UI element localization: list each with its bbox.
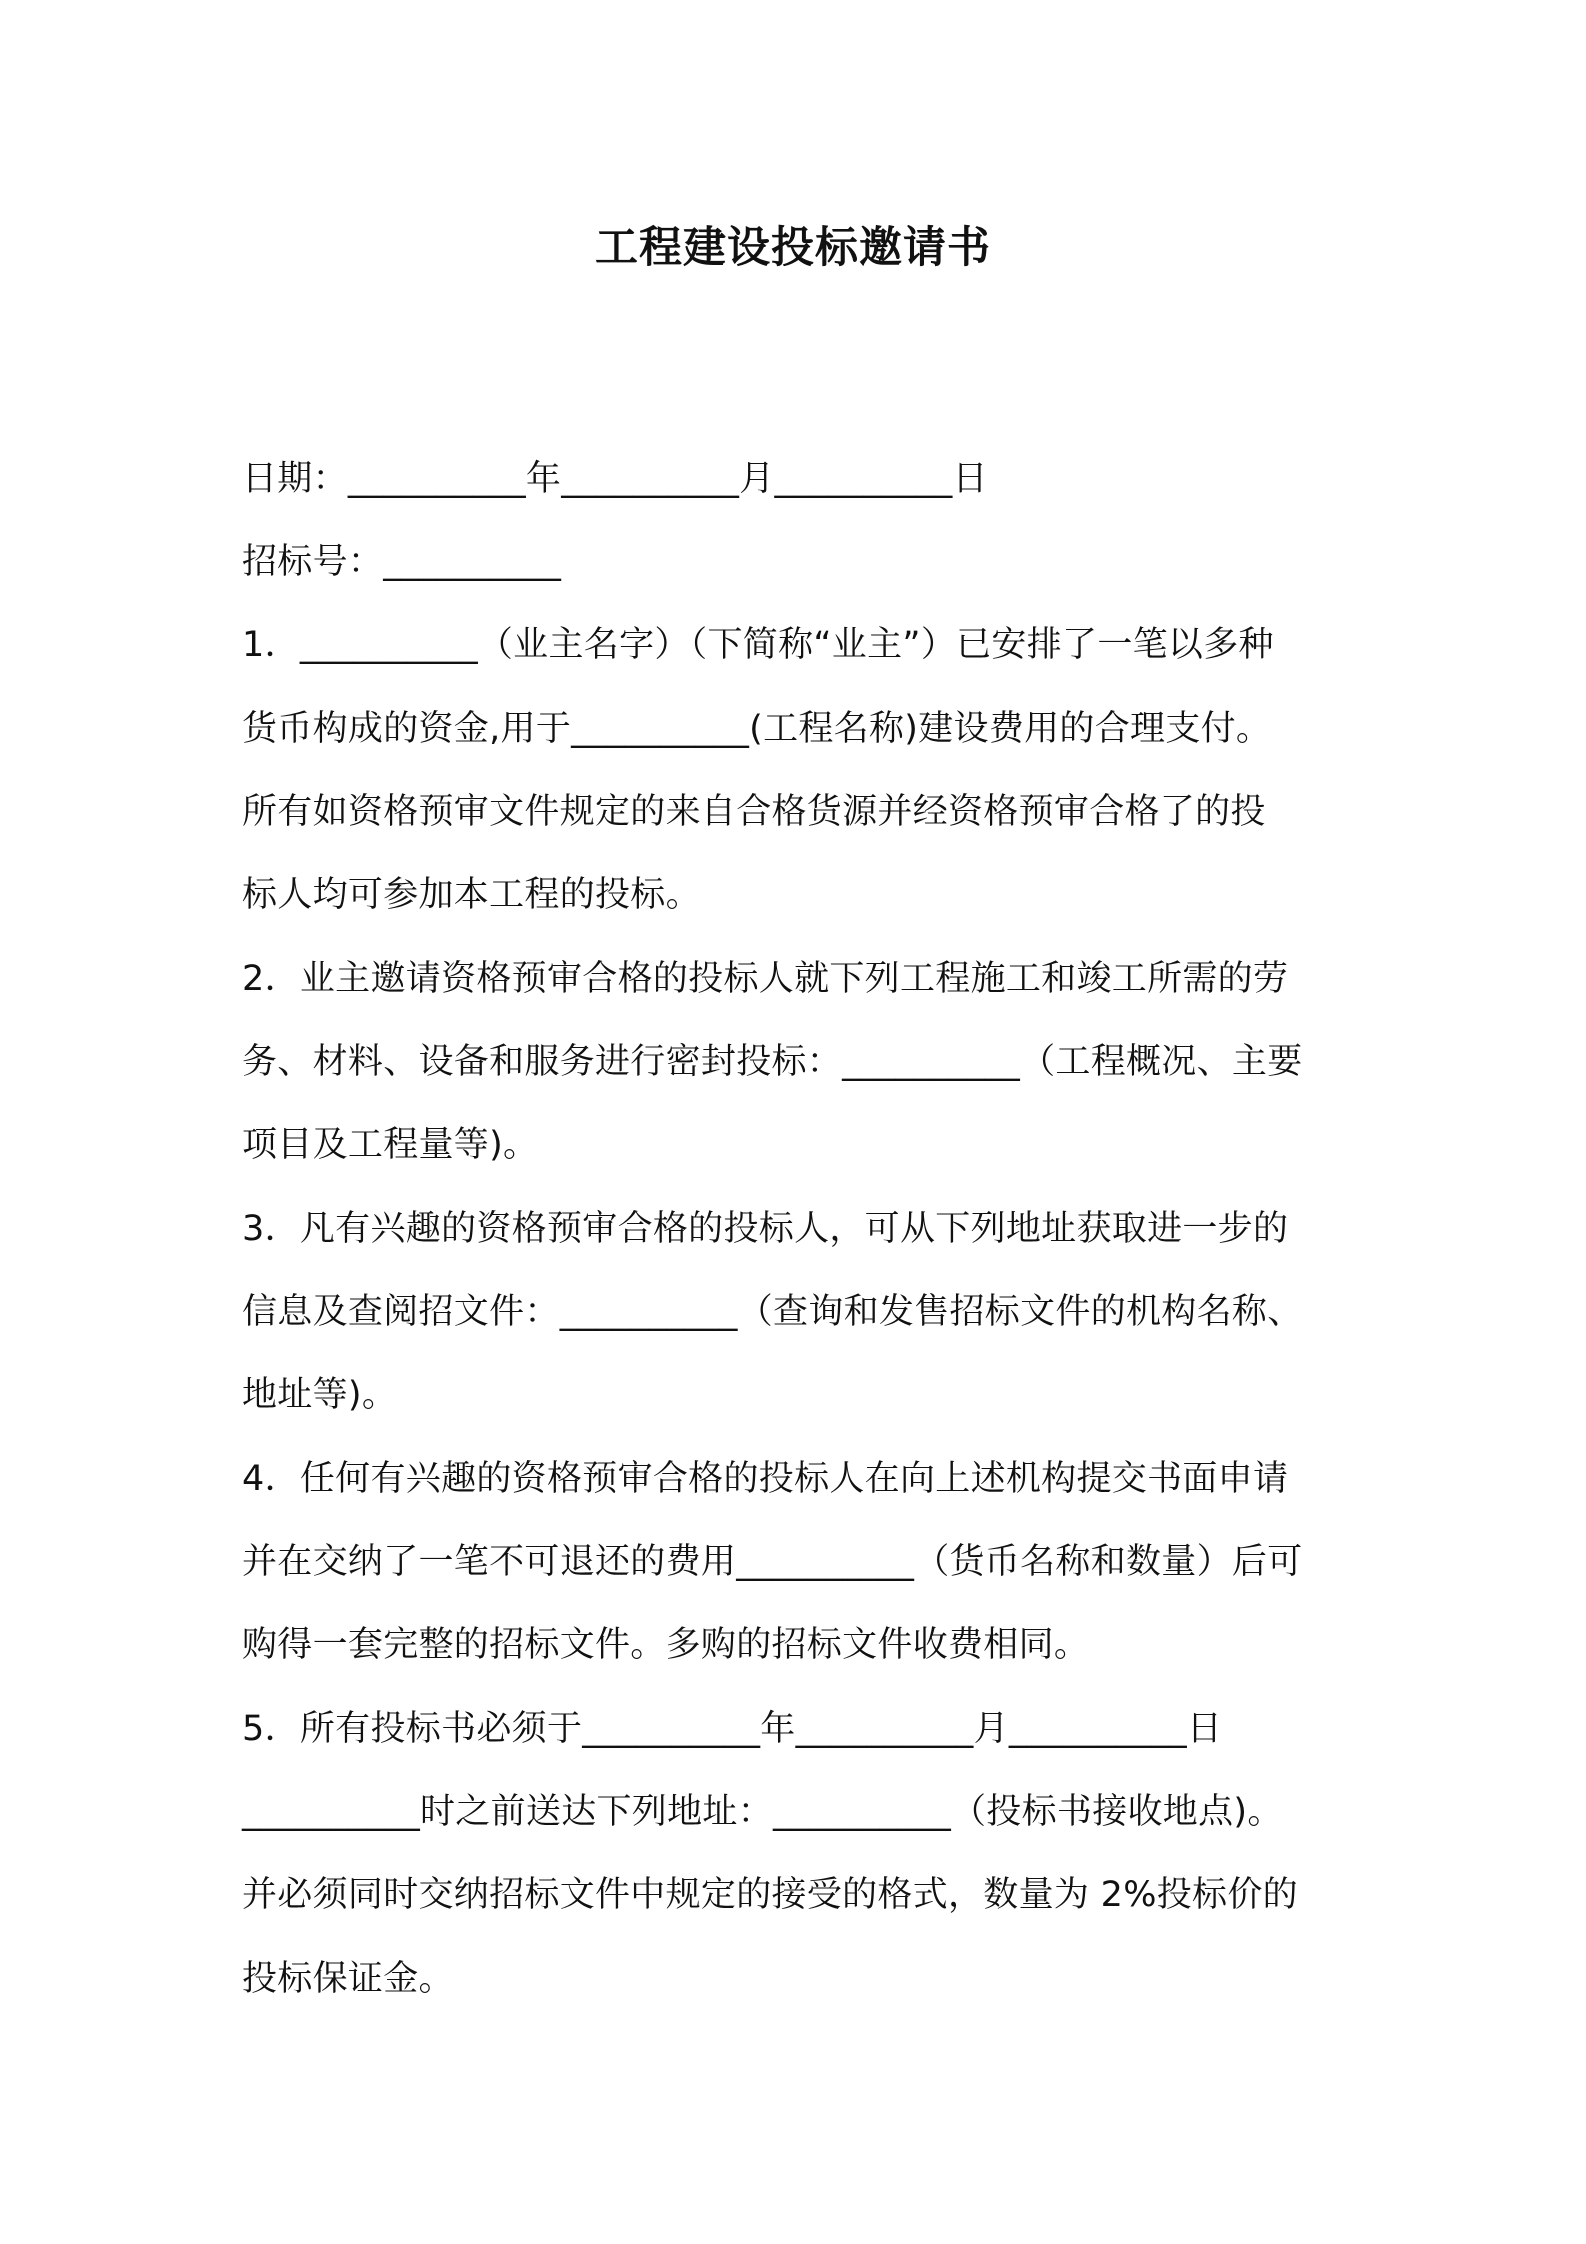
date-line: 日期：__________年__________月__________日 <box>242 459 988 499</box>
paragraph-5-line-3: 并必须同时交纳招标文件中规定的接受的格式，数量为 2%投标价的 <box>242 1875 1298 1915</box>
paragraph-1-line-2: 货币构成的资金,用于__________(工程名称)建设费用的合理支付。 <box>242 709 1272 749</box>
paragraph-4-line-2: 并在交纳了一笔不可退还的费用__________（货币名称和数量）后可 <box>242 1542 1303 1582</box>
paragraph-3-line-1: 3．凡有兴趣的资格预审合格的投标人，可从下列地址获取进一步的 <box>242 1209 1289 1249</box>
paragraph-4-line-3: 购得一套完整的招标文件。多购的招标文件收费相同。 <box>242 1625 1090 1665</box>
paragraph-3-line-2: 信息及查阅招文件：__________（查询和发售招标文件的机构名称、 <box>242 1292 1303 1332</box>
paragraph-2-line-2: 务、材料、设备和服务进行密封投标：__________（工程概况、主要 <box>242 1042 1303 1082</box>
paragraph-5-line-2: __________时之前送达下列地址：__________（投标书接收地点)。 <box>242 1792 1283 1832</box>
paragraph-2-line-1: 2．业主邀请资格预审合格的投标人就下列工程施工和竣工所需的劳 <box>242 959 1289 999</box>
document-title: 工程建设投标邀请书 <box>595 223 991 273</box>
paragraph-1-line-3: 所有如资格预审文件规定的来自合格货源并经资格预审合格了的投 <box>242 792 1266 832</box>
tender-number-line: 招标号：__________ <box>242 542 562 582</box>
paragraph-1-line-1: 1．__________（业主名字）（下简称“业主”）已安排了一笔以多种 <box>242 625 1274 665</box>
paragraph-4-line-1: 4．任何有兴趣的资格预审合格的投标人在向上述机构提交书面申请 <box>242 1459 1289 1499</box>
paragraph-5-line-4: 投标保证金。 <box>242 1959 454 1999</box>
paragraph-2-line-3: 项目及工程量等)。 <box>242 1125 539 1165</box>
paragraph-5-line-1: 5．所有投标书必须于__________年__________月__________日 <box>242 1709 1223 1749</box>
paragraph-1-line-4: 标人均可参加本工程的投标。 <box>242 875 701 915</box>
paragraph-3-line-3: 地址等)。 <box>242 1375 398 1415</box>
